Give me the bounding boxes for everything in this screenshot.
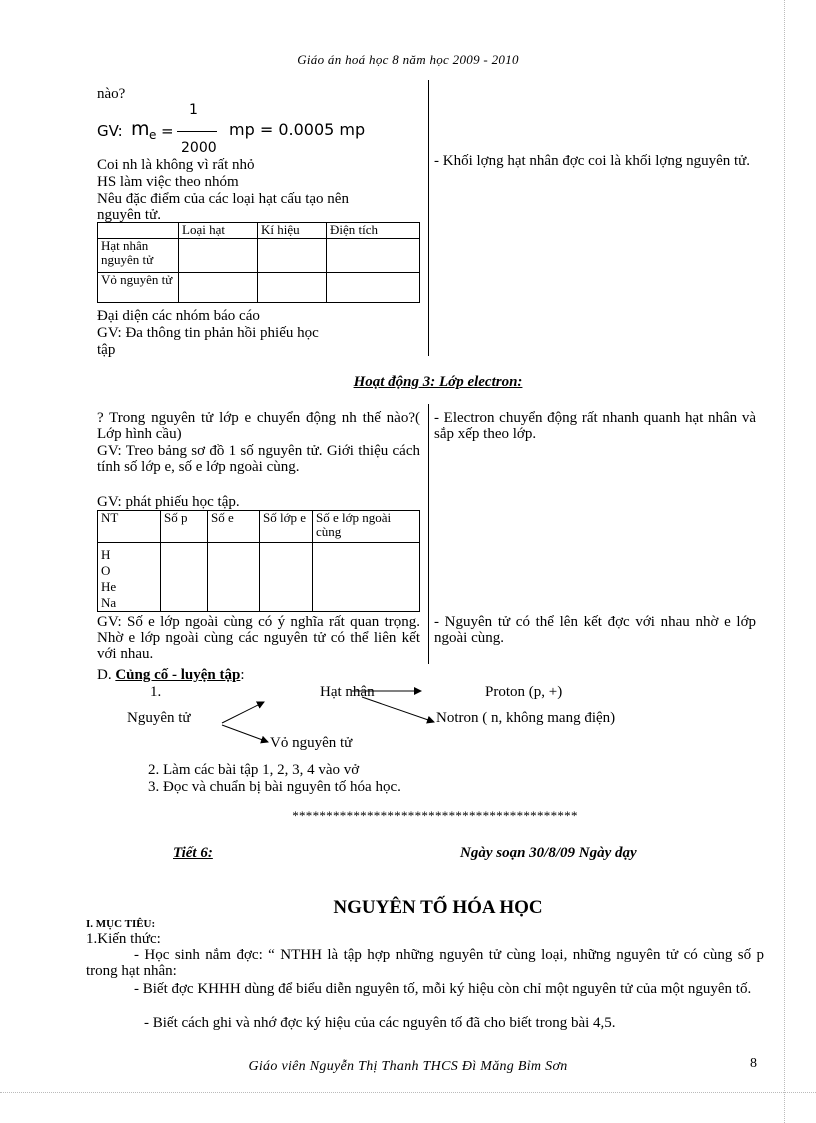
question-paragraph: ? Trong nguyên tử lớp e chuyển động nh thế nào?( Lớp hình cầu) (97, 410, 420, 442)
element-symbol: Na (101, 595, 117, 610)
text-line: Nêu đặc điểm của các loại hạt cấu tạo nên (97, 191, 349, 207)
heading-colon: : (240, 667, 245, 683)
list-item: 2. Làm các bài tập 1, 2, 3, 4 vào vở (148, 762, 360, 778)
table-header: Loại hạt (179, 223, 258, 239)
list-item: 3. Đọc và chuẩn bị bài nguyên tố hóa học. (148, 779, 401, 795)
lesson-title: NGUYÊN TỐ HÓA HỌC (333, 897, 543, 918)
table-header: Số p (161, 511, 208, 543)
formula-numerator: 1 (189, 102, 198, 118)
heading-title: Củng cố - luyện tập (115, 667, 241, 683)
table-header: Số lớp e (260, 511, 313, 543)
table-cell: Vỏ nguyên tử (98, 273, 179, 303)
formula-rest: mp = 0.0005 mp (229, 120, 366, 139)
text-line: HS làm việc theo nhóm (97, 174, 239, 190)
page-number: 8 (750, 1056, 757, 1071)
right-column-note: - Khối lợng hạt nhân đợc coi là khối lợng nguyên tử. (434, 153, 751, 169)
element-symbol: O (101, 563, 111, 578)
table-cell: Hạt nhân nguyên tử (98, 239, 179, 273)
page-footer: Giáo viên Nguyễn Thị Thanh THCS Đì Măng Bỉm Sơn (248, 1059, 568, 1074)
page-margin-guide (0, 1092, 816, 1093)
formula-prefix: GV: (97, 122, 123, 140)
text-line: tập (97, 342, 116, 358)
text-line: Đại diện các nhóm báo cáo (97, 308, 260, 324)
formula-m: m (131, 118, 150, 140)
lesson-number: Tiết 6: (173, 845, 213, 861)
text-line: nguyên tử. (97, 207, 161, 223)
page-margin-guide (784, 0, 785, 1123)
objective-paragraph: - Biết cách ghi và nhớ đợc ký hiệu của các nguyên tố đã cho biết trong bài 4,5. (144, 1015, 616, 1031)
objectives-heading: I. MỤC TIÊU: (86, 918, 156, 930)
separator: ****************************************** (292, 808, 578, 823)
formula-denominator: 2000 (181, 140, 217, 156)
lesson-date: Ngày soạn 30/8/09 Ngày dạy (460, 845, 637, 861)
objectives-subheading: 1.Kiến thức: (86, 931, 161, 947)
table-header: Điện tích (327, 223, 420, 239)
diagram-neutron: Notron ( n, không mang điện) (436, 710, 616, 726)
text-line: GV: phát phiếu học tập. (97, 494, 240, 510)
table-header: Số e lớp ngoài cùng (313, 511, 420, 543)
teacher-paragraph: GV: Số e lớp ngoài cùng có ý nghĩa rất quan trọng. Nhờ e lớp ngoài cùng các nguyên tử có thể liên kết với nhau. (97, 614, 420, 662)
diagram-nucleus: Hạt nhân (320, 684, 375, 700)
text-line: Coi nh là không vì rất nhỏ (97, 157, 255, 173)
activity-title: Hoạt động 3: Lớp electron: (353, 374, 523, 390)
element-symbol: He (101, 579, 117, 594)
teacher-paragraph: GV: Treo bảng sơ đồ 1 số nguyên tử. Giới thiệu cách tính số lớp e, số e lớp ngoài cùng. (97, 443, 420, 475)
text-line: GV: Đa thông tin phản hồi phiếu học (97, 325, 319, 341)
diagram-atom: Nguyên tử (127, 710, 191, 726)
table-header: NT (98, 511, 161, 543)
element-symbol: H (101, 547, 111, 562)
diagram-proton: Proton (p, +) (485, 684, 563, 700)
item-number: 1. (150, 684, 162, 700)
page-header: Giáo án hoá học 8 năm học 2009 - 2010 (297, 52, 519, 67)
objective-paragraph: - Biết đợc KHHH dùng để biểu diễn nguyên tố, mỗi ký hiệu còn chỉ một nguyên tử của một nguyên tố. (134, 981, 752, 997)
objective-paragraph: - Học sinh nắm đợc: “ NTHH là tập hợp những nguyên tử cùng loại, những nguyên tử có cùng số p trong hạt nhân: (86, 947, 764, 979)
formula-sub-e: e (149, 128, 157, 142)
table-header: Kí hiệu (258, 223, 327, 239)
right-column-note: - Electron chuyển động rất nhanh quanh hạt nhân và sắp xếp theo lớp. (434, 410, 756, 442)
arrow-to-shell (222, 725, 268, 742)
arrow-to-neutron (362, 697, 434, 722)
right-column-note: - Nguyên tử có thể lên kết đợc với nhau nhờ e lớp ngoài cùng. (434, 614, 756, 646)
text-line: nào? (97, 86, 126, 102)
heading-prefix: D. (97, 667, 116, 683)
table-header: Số e (208, 511, 260, 543)
arrow-to-nucleus (222, 702, 264, 723)
diagram-shell: Vỏ nguyên tử (270, 735, 353, 751)
formula-eq: = (161, 122, 174, 140)
